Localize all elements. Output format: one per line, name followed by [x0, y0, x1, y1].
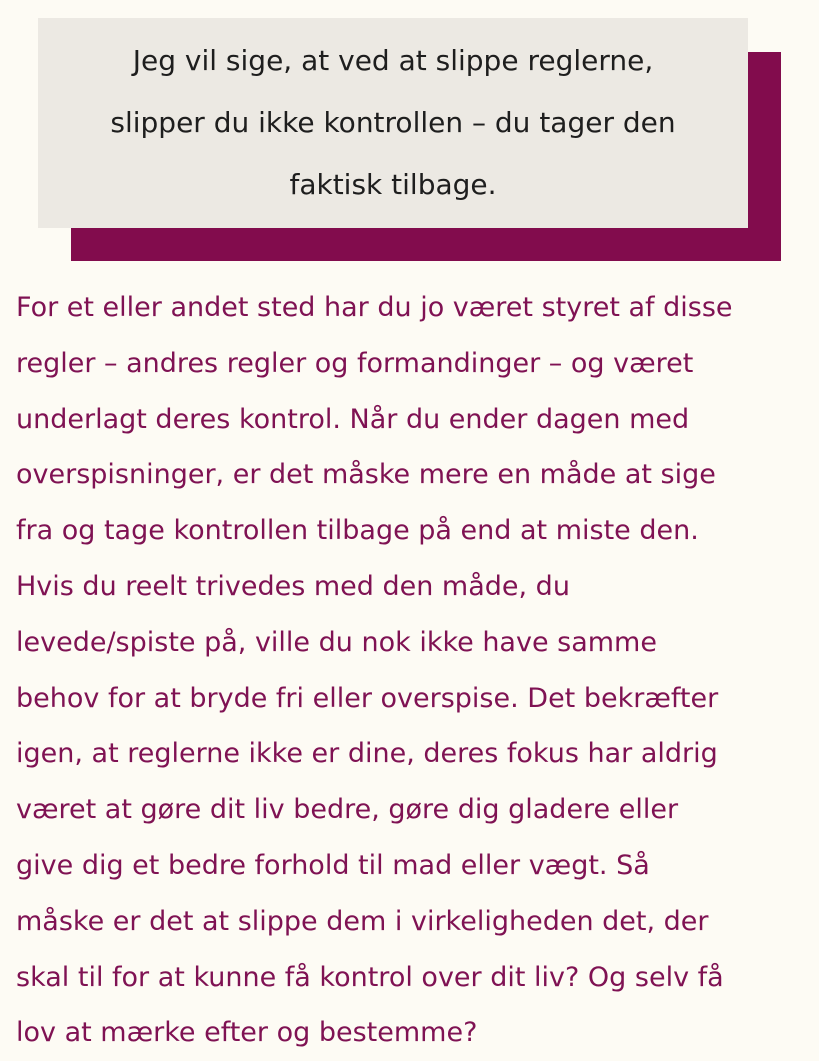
body-line: For et eller andet sted har du jo været styret af disse: [16, 292, 733, 323]
body-line: overspisninger, er det måske mere en måde at sige: [16, 459, 716, 491]
body-line: igen, at reglerne ikke er dine, deres fokus har aldrig: [16, 738, 718, 770]
body-line: levede/spiste på, ville du nok ikke have samme: [16, 626, 657, 658]
body-paragraph: [16, 280, 811, 1061]
body-line: lov at mærke efter og bestemme?: [16, 1017, 478, 1049]
quote-line: Jeg vil sige, at ved at slippe reglerne,: [132, 44, 654, 77]
body-line: måske er det at slippe dem i virkeligheden det, der: [16, 905, 709, 937]
body-line: skal til for at kunne få kontrol over dit liv? Og selv få: [16, 961, 724, 993]
quote-line: slipper du ikke kontrollen – du tager den: [110, 106, 676, 139]
body-line: regler – andres regler og formandinger – og været: [16, 347, 694, 379]
body-line: været at gøre dit liv bedre, gøre dig gladere eller: [16, 794, 679, 826]
quote-line: faktisk tilbage.: [289, 168, 497, 201]
body-line: underlagt deres kontrol. Når du ender dagen med: [16, 403, 690, 435]
pull-quote-text: [110, 30, 675, 216]
body-line: behov for at bryde fri eller overspise. Det bekræfter: [16, 682, 719, 714]
body-line: give dig et bedre forhold til mad eller vægt. Så: [16, 849, 650, 881]
pull-quote-box: [38, 18, 748, 228]
body-line: Hvis du reelt trivedes med den måde, du: [16, 570, 570, 602]
body-line: fra og tage kontrollen tilbage på end at miste den.: [16, 515, 699, 547]
